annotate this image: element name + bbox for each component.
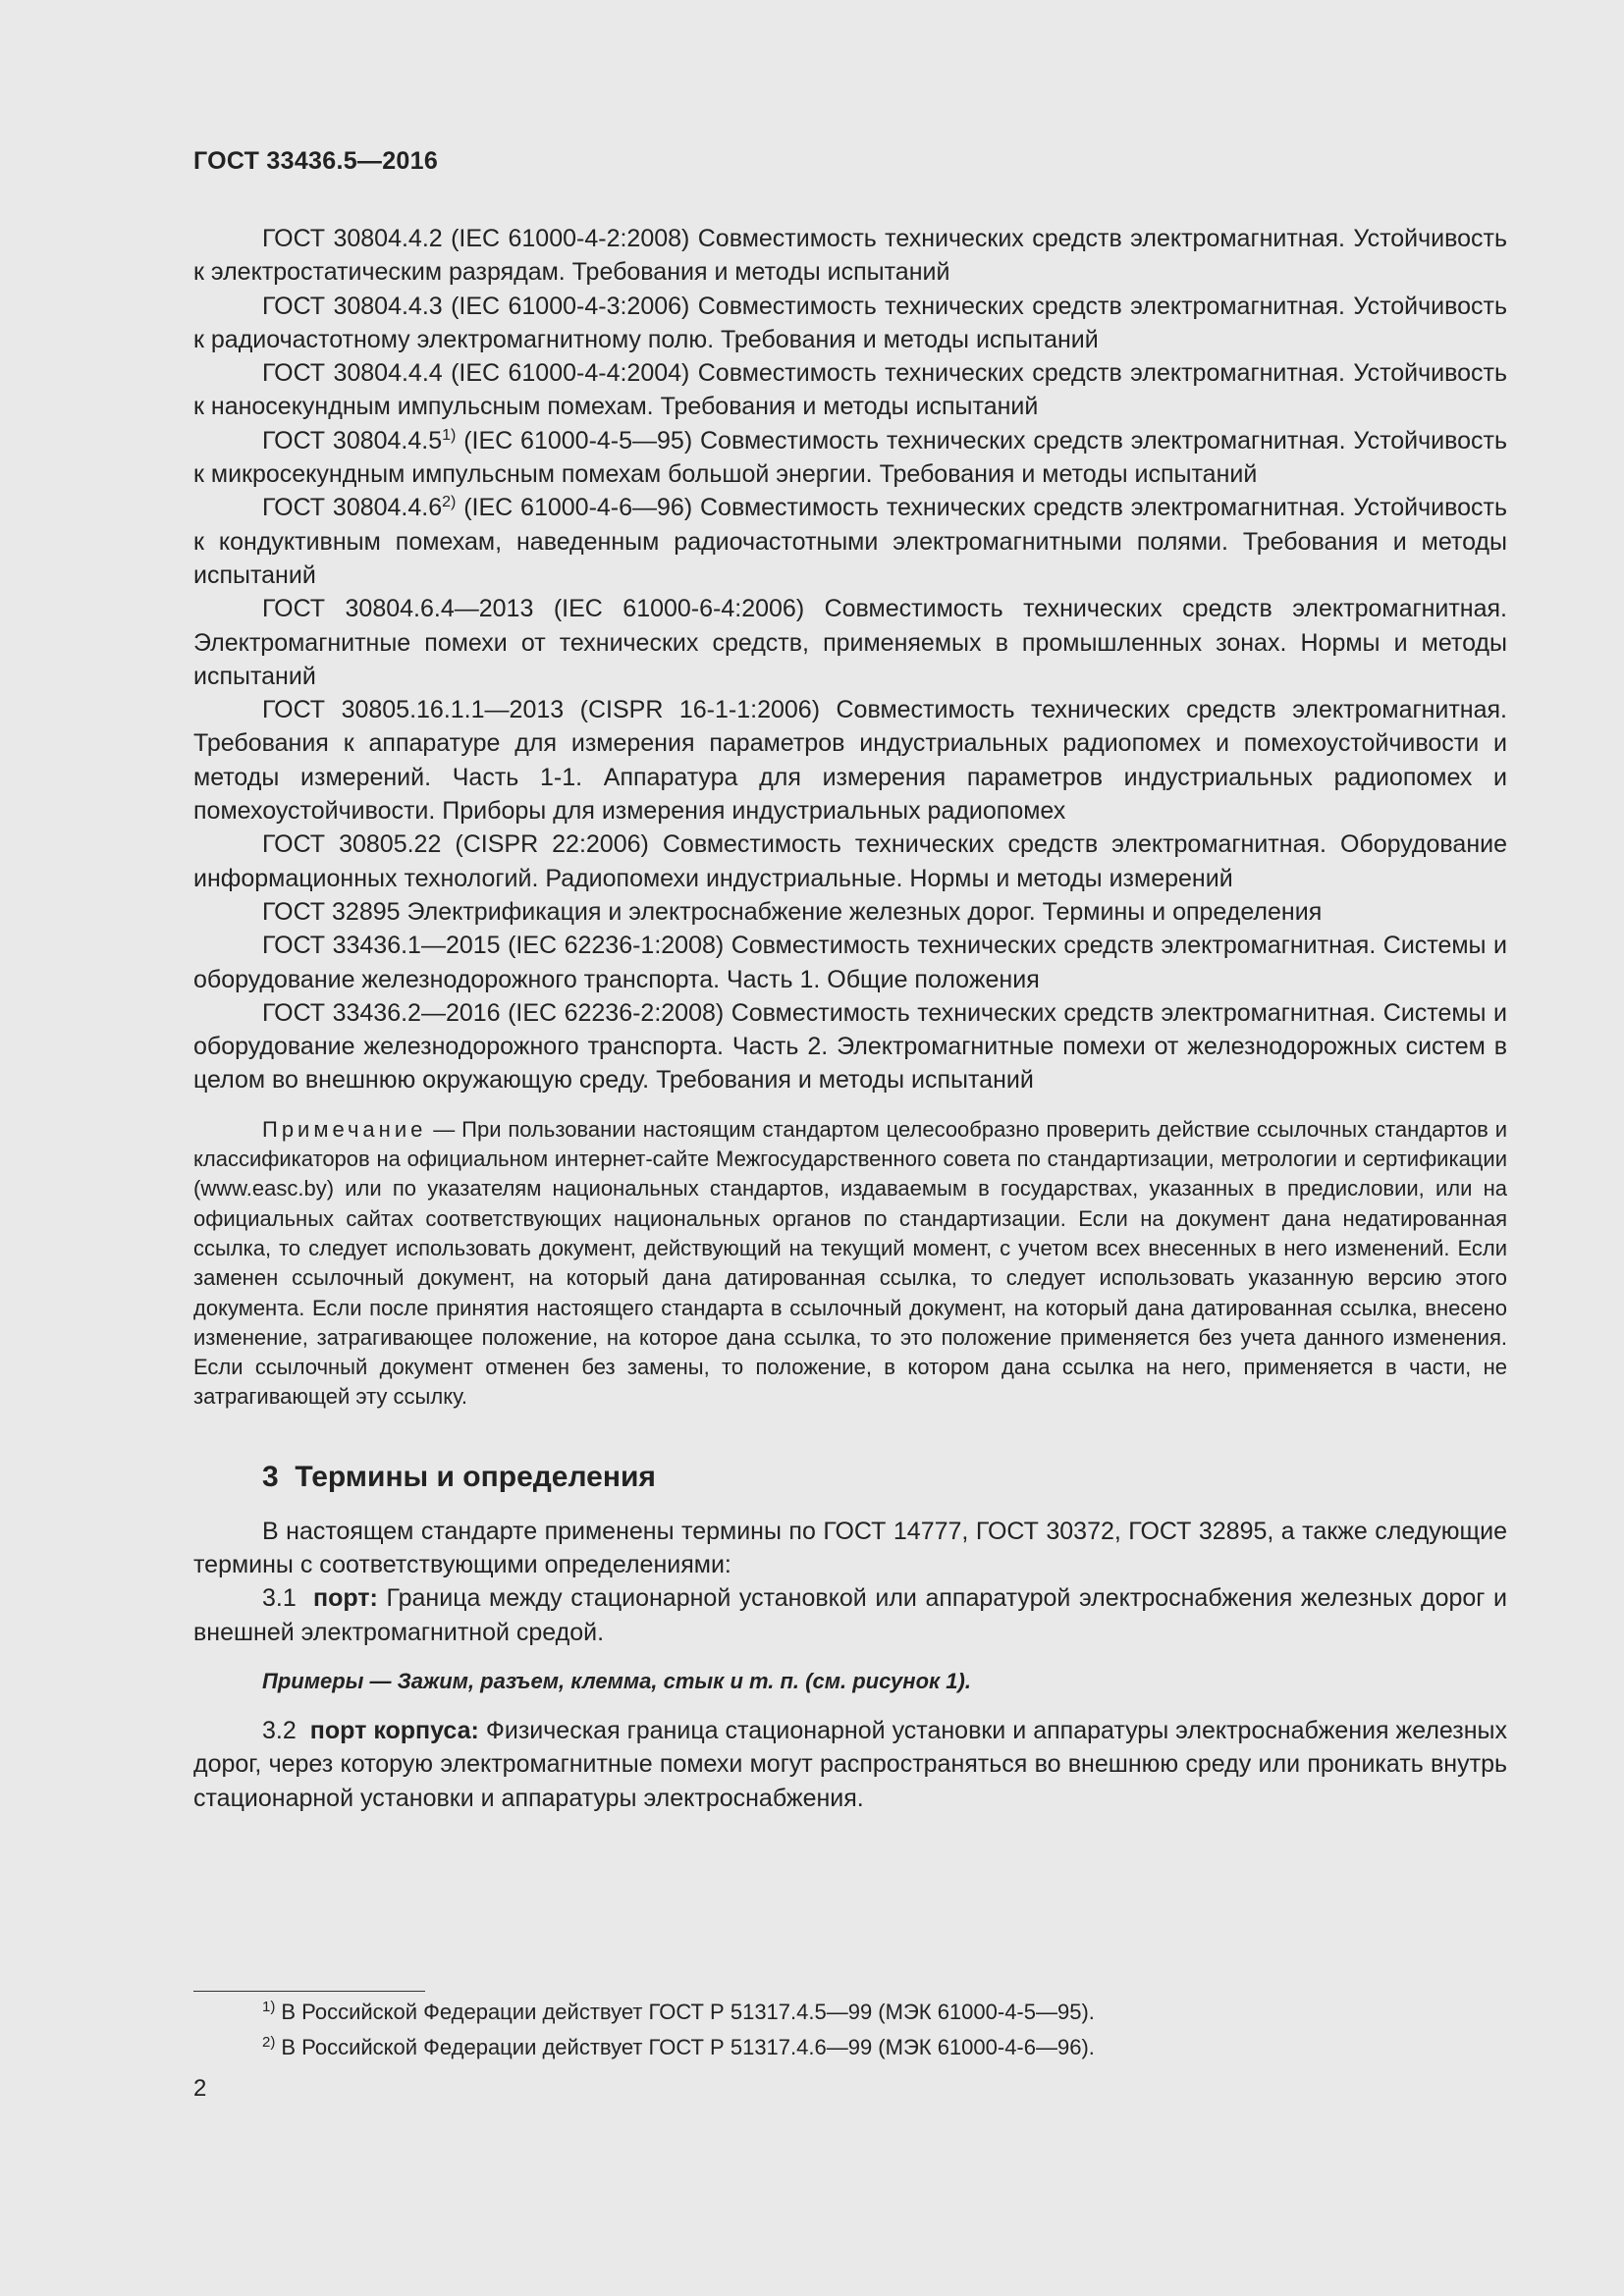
reference-entry: ГОСТ 30805.22 (CISPR 22:2006) Совместимость технических средств электромагнитная. Оборудование информационных технологий. Радиопомехи индустриальные. Нормы и методы измерений <box>193 830 1508 892</box>
page-number: 2 <box>193 2075 207 2102</box>
footnote: $^{2)}$ В Российской Федерации действует ГОСТ Р 51317.4.6—99 (МЭК 61000-4-6—96). <box>262 2034 1095 2059</box>
document-body <box>193 222 1507 1815</box>
section-intro: В настоящем стандарте применены термины по ГОСТ 14777, ГОСТ 30372, ГОСТ 32895, а также следующие термины с соответствующими определениями: <box>193 1517 1507 1578</box>
reference-entry: ГОСТ 32895 Электрификация и электроснабжение железных дорог. Термины и определения <box>262 897 1323 926</box>
footnotes <box>262 1995 1095 2065</box>
reference-entry: ГОСТ 33436.2—2016 (IEC 62236-2:2008) Совместимость технических средств электромагнитная. Системы и оборудование железнодорожного транспорта. Часть 2. Электромагнитные помехи от железнодорожных систем в целом во внешнюю окружающую среду. Требования и методы испытаний <box>193 998 1507 1095</box>
footnote-divider <box>193 1991 425 1992</box>
reference-entry: ГОСТ 30805.16.1.1—2013 (CISPR 16-1-1:2006) Совместимость технических средств электромагнитная. Требования к аппаратуре для измерения параметров индустриальных радиопомех и помехоустойчивости и методы измерений. Часть 1-1. Аппаратура для измерения параметров индустриальных радиопомех и помехоустойчивости. Приборы для измерения индустриальных радиопомех <box>193 696 1507 826</box>
note-paragraph: Примечание — При пользовании настоящим стандартом целесообразно проверить действие ссылочных стандартов и классификаторов на официальном интернет-сайте Межгосударственного совета по стандартизации, метрологии и сертификации (www.easc.by) или по указателям национальных стандартов, издаваемым в государствах, указанных в предисловии, или на официальных сайтах соответствующих национальных органов по стандартизации. Если на документ дана недатированная ссылка, то следует использовать документ, действующий на текущий момент, с учетом всех внесенных в него изменений. Если заменен ссылочный документ, на который дана датированная ссылка, то следует использовать указанную версию этого документа. Если после принятия настоящего стандарта в ссылочный документ, на который дана датированная ссылка, внесено изменение, затрагивающее положение, на которое дана ссылка, то это положение применяется без учета данного изменения. Если ссылочный документ отменен без замены, то положение, в котором дана ссылка на него, применяется в части, не затрагивающей эту ссылку. <box>193 1116 1508 1410</box>
reference-entry: ГОСТ 30804.6.4—2013 (IEC 61000-6-4:2006) Совместимость технических средств электромагнитная. Электромагнитные помехи от технических средств, применяемых в промышленных зонах. Нормы и методы испытаний <box>193 595 1507 690</box>
term-example: Примеры — Зажим, разъем, клемма, стык и т. п. (см. рисунок 1). <box>262 1668 971 1693</box>
term-definition: 3.2 порт корпуса: Физическая граница стационарной установки и аппаратуры электроснабжения железных дорог, через которую электромагнитные помехи могут распространяться во внешнюю среду или проникать внутрь стационарной установки и аппаратуры электроснабжения. <box>193 1717 1508 1812</box>
note-label: Примечание <box>262 1116 427 1142</box>
note-text: При пользовании настоящим стандартом целесообразно проверить действие ссылочных стандартов и классификаторов на официальном интернет-сайте Межгосударственного совета по стандартизации, метрологии и сертификации (www.easc.by) или по указателям национальных стандартов, издаваемым в государствах, указанных в предисловии, или на официальных сайтах соответствующих национальных органов по стандартизации. Если на документ дана недатированная ссылка, то следует использовать документ, действующий на текущий момент, с учетом всех внесенных в него изменений. Если заменен ссылочный документ, на который дана датированная ссылка, то следует использовать указанную версию этого документа. Если после принятия настоящего стандарта в ссылочный документ, на который дана датированная ссылка, внесено изменение, затрагивающее положение, на которое дана ссылка, то это положение применяется без учета данного изменения. Если ссылочный документ отменен без замены, то положение, в котором дана ссылка на него, применяется в части, не затрагивающей эту ссылку. <box>193 1116 1508 1410</box>
footnote: $^{1)}$ В Российской Федерации действует ГОСТ Р 51317.4.5—99 (МЭК 61000-4-5—95). <box>262 1999 1095 2024</box>
footnote-ref: 1) <box>442 426 457 444</box>
term-definition: 3.1 порт: Граница между стационарной установкой или аппаратурой электроснабжения железных дорог и внешней электромагнитной средой. <box>193 1584 1507 1646</box>
reference-entry: ГОСТ 30804.4.5$^{1)}$ (IEC 61000-4-5—95) Совместимость технических средств электромагнитная. Устойчивость к микросекундным импульсным помехам большой энергии. Требования и методы испытаний <box>193 426 1507 489</box>
reference-entry: ГОСТ 30804.4.4 (IEC 61000-4-4:2004) Совместимость технических средств электромагнитная. Устойчивость к наносекундным импульсным помехам. Требования и методы испытаний <box>193 359 1507 421</box>
reference-entry: ГОСТ 30804.4.6$^{2)}$ (IEC 61000-4-6—96) Совместимость технических средств электромагнитная. Устойчивость к кондуктивным помехам, наведенным радиочастотными электромагнитными полями. Требования и методы испытаний <box>193 494 1507 589</box>
document-header: ГОСТ 33436.5—2016 <box>193 147 439 175</box>
footnote-ref: 2) <box>442 494 457 511</box>
reference-entry: ГОСТ 30804.4.3 (IEC 61000-4-3:2006) Совместимость технических средств электромагнитная. Устойчивость к радиочастотному электромагнитному полю. Требования и методы испытаний <box>193 292 1507 353</box>
section-heading: 3 Термины и определения <box>262 1460 656 1493</box>
reference-entry: ГОСТ 30804.4.2 (IEC 61000-4-2:2008) Совместимость технических средств электромагнитная. Устойчивость к электростатическим разрядам. Требования и методы испытаний <box>193 225 1507 287</box>
reference-entry: ГОСТ 33436.1—2015 (IEC 62236-1:2008) Совместимость технических средств электромагнитная. Системы и оборудование железнодорожного транспорта. Часть 1. Общие положения <box>193 932 1507 993</box>
